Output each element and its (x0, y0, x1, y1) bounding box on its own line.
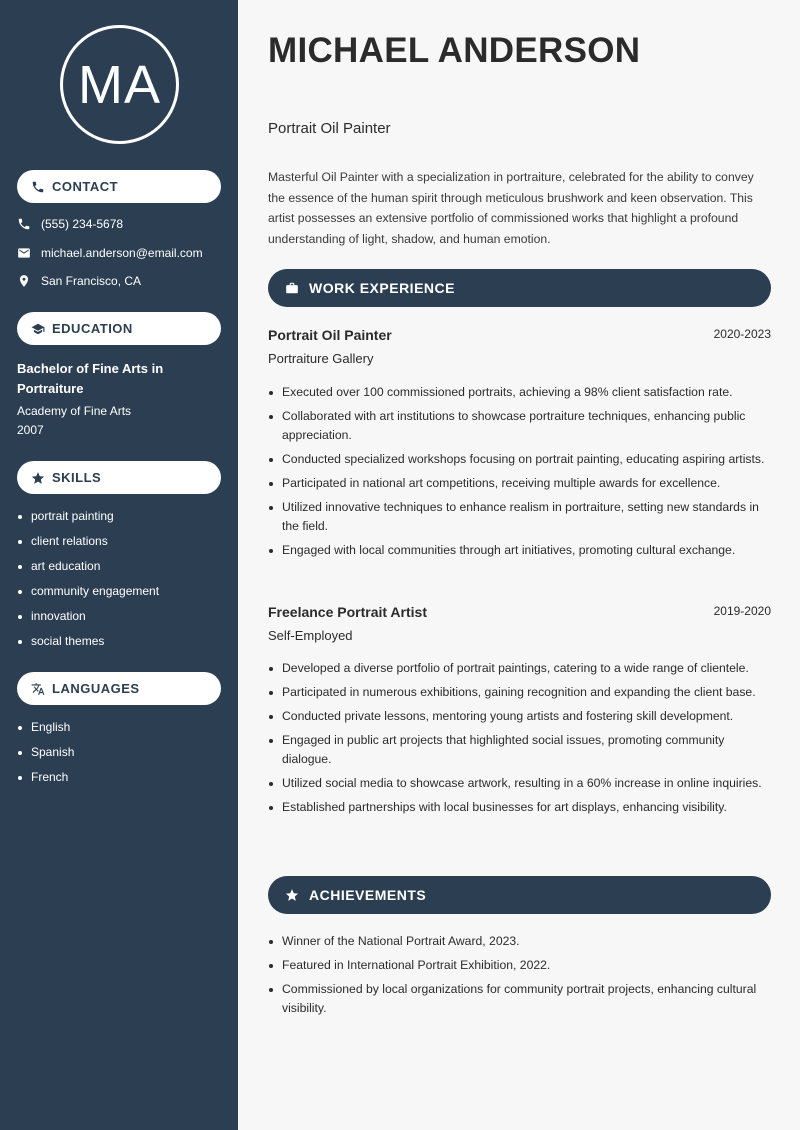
location-pin-icon (17, 274, 31, 288)
achievement-item: Commissioned by local organizations for community portrait projects, enhancing cultural visibility. (268, 980, 773, 1018)
languages-heading-label: LANGUAGES (52, 681, 140, 696)
job-company: Portraiture Gallery (268, 351, 374, 366)
contact-location (17, 274, 141, 288)
person-name: MICHAEL ANDERSON (268, 31, 641, 70)
job-dates: 2020-2023 (713, 327, 771, 341)
contact-heading (17, 170, 221, 203)
job-bullets (268, 659, 773, 822)
job-title-headline: Portrait Oil Painter (268, 120, 391, 137)
job-bullet: Participated in numerous exhibitions, gaining recognition and expanding the client base. (268, 683, 773, 702)
job-bullet: Engaged in public art projects that highlighted social issues, promoting community dialogue. (268, 731, 773, 769)
job-bullet: Established partnerships with local businesses for art displays, enhancing visibility. (268, 798, 773, 817)
job-bullet: Conducted specialized workshops focusing on portrait painting, educating aspiring artists. (268, 450, 773, 469)
education-heading-label: EDUCATION (52, 321, 133, 336)
education-year: 2007 (17, 423, 44, 437)
achievements-heading-label: ACHIEVEMENTS (309, 887, 427, 903)
job-company: Self-Employed (268, 628, 353, 643)
job-dates: 2019-2020 (713, 604, 771, 618)
job-bullets (268, 383, 773, 565)
job-bullet: Executed over 100 commissioned portraits, achieving a 98% client satisfaction rate. (268, 383, 773, 402)
profile-summary: Masterful Oil Painter with a specialization in portraiture, celebrated for the ability to convey the essence of the human spirit through meticulous brushwork and keen observation. This artist possesses an extensive portfolio of commissioned works that highlight a profound understanding of light, shadow, and human emotion. (268, 170, 754, 246)
main-content (238, 0, 800, 1130)
skill-item: community engagement (17, 584, 159, 609)
job-bullet: Developed a diverse portfolio of portrait paintings, catering to a wide range of clientele. (268, 659, 773, 678)
job-title: Freelance Portrait Artist (268, 604, 427, 620)
language-item: French (17, 770, 74, 795)
skills-heading (17, 461, 221, 494)
contact-heading-label: CONTACT (52, 179, 119, 194)
skill-item: social themes (17, 634, 159, 659)
star-icon (285, 888, 299, 902)
skills-list (17, 509, 159, 659)
sidebar (0, 0, 238, 1130)
skill-item: portrait painting (17, 509, 159, 534)
language-item: English (17, 720, 74, 745)
education-heading (17, 312, 221, 345)
skill-item: client relations (17, 534, 159, 559)
skill-item: innovation (17, 609, 159, 634)
education-school: Academy of Fine Arts (17, 404, 132, 418)
mail-icon (17, 246, 31, 260)
job-bullet: Collaborated with art institutions to showcase portraiture techniques, enhancing public appreciation. (268, 407, 773, 445)
email-text: michael.anderson@email.com (41, 246, 203, 260)
languages-heading (17, 672, 221, 705)
work-experience-heading-label: WORK EXPERIENCE (309, 280, 455, 296)
job-bullet: Participated in national art competitions, receiving multiple awards for excellence. (268, 474, 773, 493)
monogram-avatar: MA (60, 25, 179, 144)
education-degree: Bachelor of Fine Arts in Portraiture (17, 361, 164, 396)
achievement-item: Winner of the National Portrait Award, 2023. (268, 932, 773, 951)
star-icon (31, 471, 45, 485)
work-experience-heading (268, 269, 771, 307)
achievement-item: Featured in International Portrait Exhibition, 2022. (268, 956, 773, 975)
location-text: San Francisco, CA (41, 274, 142, 288)
contact-phone (17, 217, 123, 231)
graduation-cap-icon (31, 322, 45, 336)
briefcase-icon (285, 281, 299, 295)
job-title: Portrait Oil Painter (268, 327, 392, 343)
job-bullet: Utilized innovative techniques to enhance realism in portraiture, setting new standards in the field. (268, 498, 773, 536)
languages-list (17, 720, 74, 795)
job-bullet: Utilized social media to showcase artwork, resulting in a 60% increase in online inquiries. (268, 774, 773, 793)
skill-item: art education (17, 559, 159, 584)
skills-heading-label: SKILLS (52, 470, 102, 485)
job-bullet: Engaged with local communities through art initiatives, promoting cultural exchange. (268, 541, 773, 560)
job-bullet: Conducted private lessons, mentoring young artists and fostering skill development. (268, 707, 773, 726)
achievements-heading (268, 876, 771, 914)
contact-email (17, 246, 203, 260)
achievements-list (268, 932, 773, 1023)
phone-icon (17, 217, 31, 231)
translate-icon (31, 682, 45, 696)
language-item: Spanish (17, 745, 74, 770)
phone-icon (31, 180, 45, 194)
phone-text: (555) 234-5678 (41, 217, 124, 231)
